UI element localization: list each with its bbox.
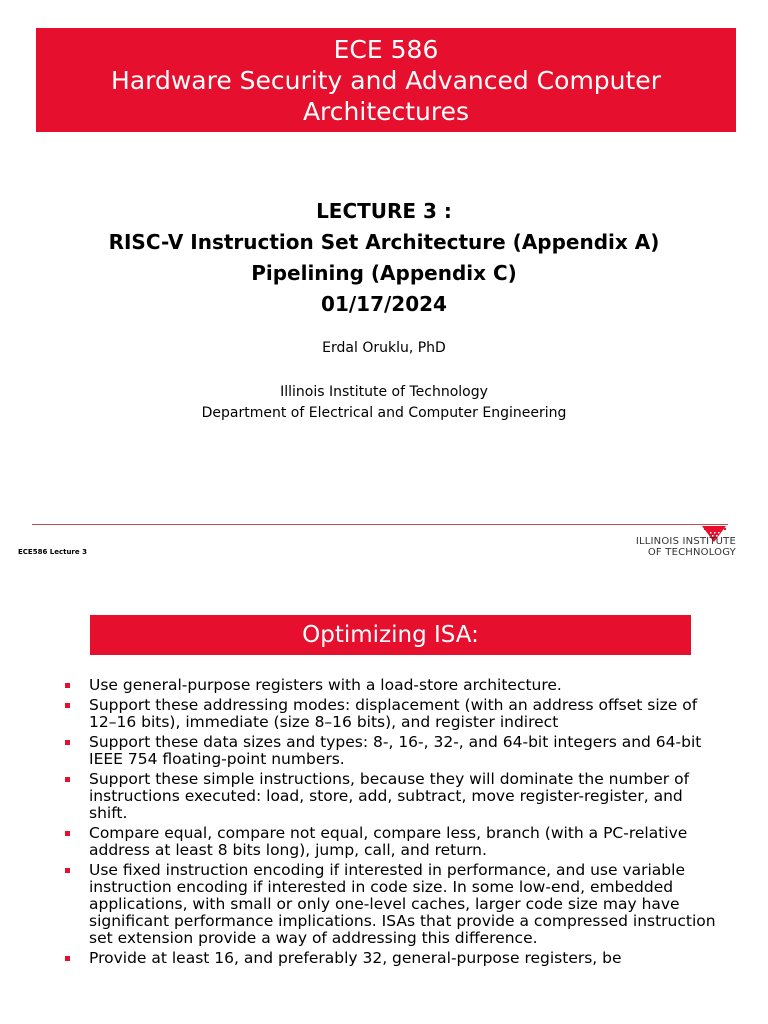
bullet-icon [65,740,70,745]
bullet-text: Provide at least 16, and preferably 32, general-purpose registers, be [89,949,622,967]
bullet-text: Use fixed instruction encoding if interested in performance, and use variable instruction encoding if interested in code size. In some low-end, embedded applications, with small or only one-level caches, larger code size may have significant performance implications. ISAs that provide a compressed instruction set extension provide a way of addressing this difference. [89,861,716,947]
bullet-item [60,950,720,967]
bullet-item [60,677,720,694]
lecture-topic-1: RISC-V Instruction Set Architecture (Appendix A) [108,230,660,254]
bullet-icon [65,956,70,961]
bullet-item [60,734,720,768]
content-slide [0,574,768,1024]
course-title-line1: Hardware Security and Advanced Computer [111,65,661,95]
footer-label: ECE586 Lecture 3 [18,548,87,556]
lecture-heading [0,196,768,320]
bullet-text: Support these simple instructions, because they will dominate the number of instructions executed: load, store, add, subtract, move register-register, and shift. [89,770,690,822]
bullet-item [60,862,720,947]
bullet-text: Compare equal, compare not equal, compare less, branch (with a PC-relative address at least 8 bits long), jump, call, and return. [89,824,688,859]
course-title-banner [36,28,736,132]
bullet-text: Use general-purpose registers with a load-store architecture. [89,676,562,694]
bullet-list [60,677,720,970]
bullet-item [60,697,720,731]
lecture-topic-2: Pipelining (Appendix C) [251,261,517,285]
bullet-icon [65,703,70,708]
bullet-text: Support these addressing modes: displacement (with an address offset size of 12–16 bits), immediate (size 8–16 bits), and register indirect [89,696,698,731]
author-name: Erdal Oruklu, PhD [322,340,446,356]
lecture-date: 01/17/2024 [321,292,447,316]
institution-name: Illinois Institute of Technology [280,384,488,400]
iit-logo-text [636,536,736,558]
department-name: Department of Electrical and Computer Engineering [201,405,567,421]
bullet-item [60,771,720,822]
iit-logo [590,524,740,564]
logo-line1: ILLINOIS INSTITUTE [635,536,736,547]
affiliation [0,382,768,424]
bullet-icon [65,831,70,836]
bullet-item [60,825,720,859]
slide-title: Optimizing ISA: [90,615,691,655]
lecture-number: LECTURE 3 : [316,199,452,223]
bullet-icon [65,777,70,782]
bullet-icon [65,868,70,873]
bullet-text: Support these data sizes and types: 8-, 16-, 32-, and 64-bit integers and 64-bit IEEE 754 floating-point numbers. [89,733,702,768]
course-title-line2: Architectures [302,96,470,126]
logo-line2: OF TECHNOLOGY [647,547,736,558]
bullet-icon [65,683,70,688]
course-code: ECE 586 [333,34,439,64]
